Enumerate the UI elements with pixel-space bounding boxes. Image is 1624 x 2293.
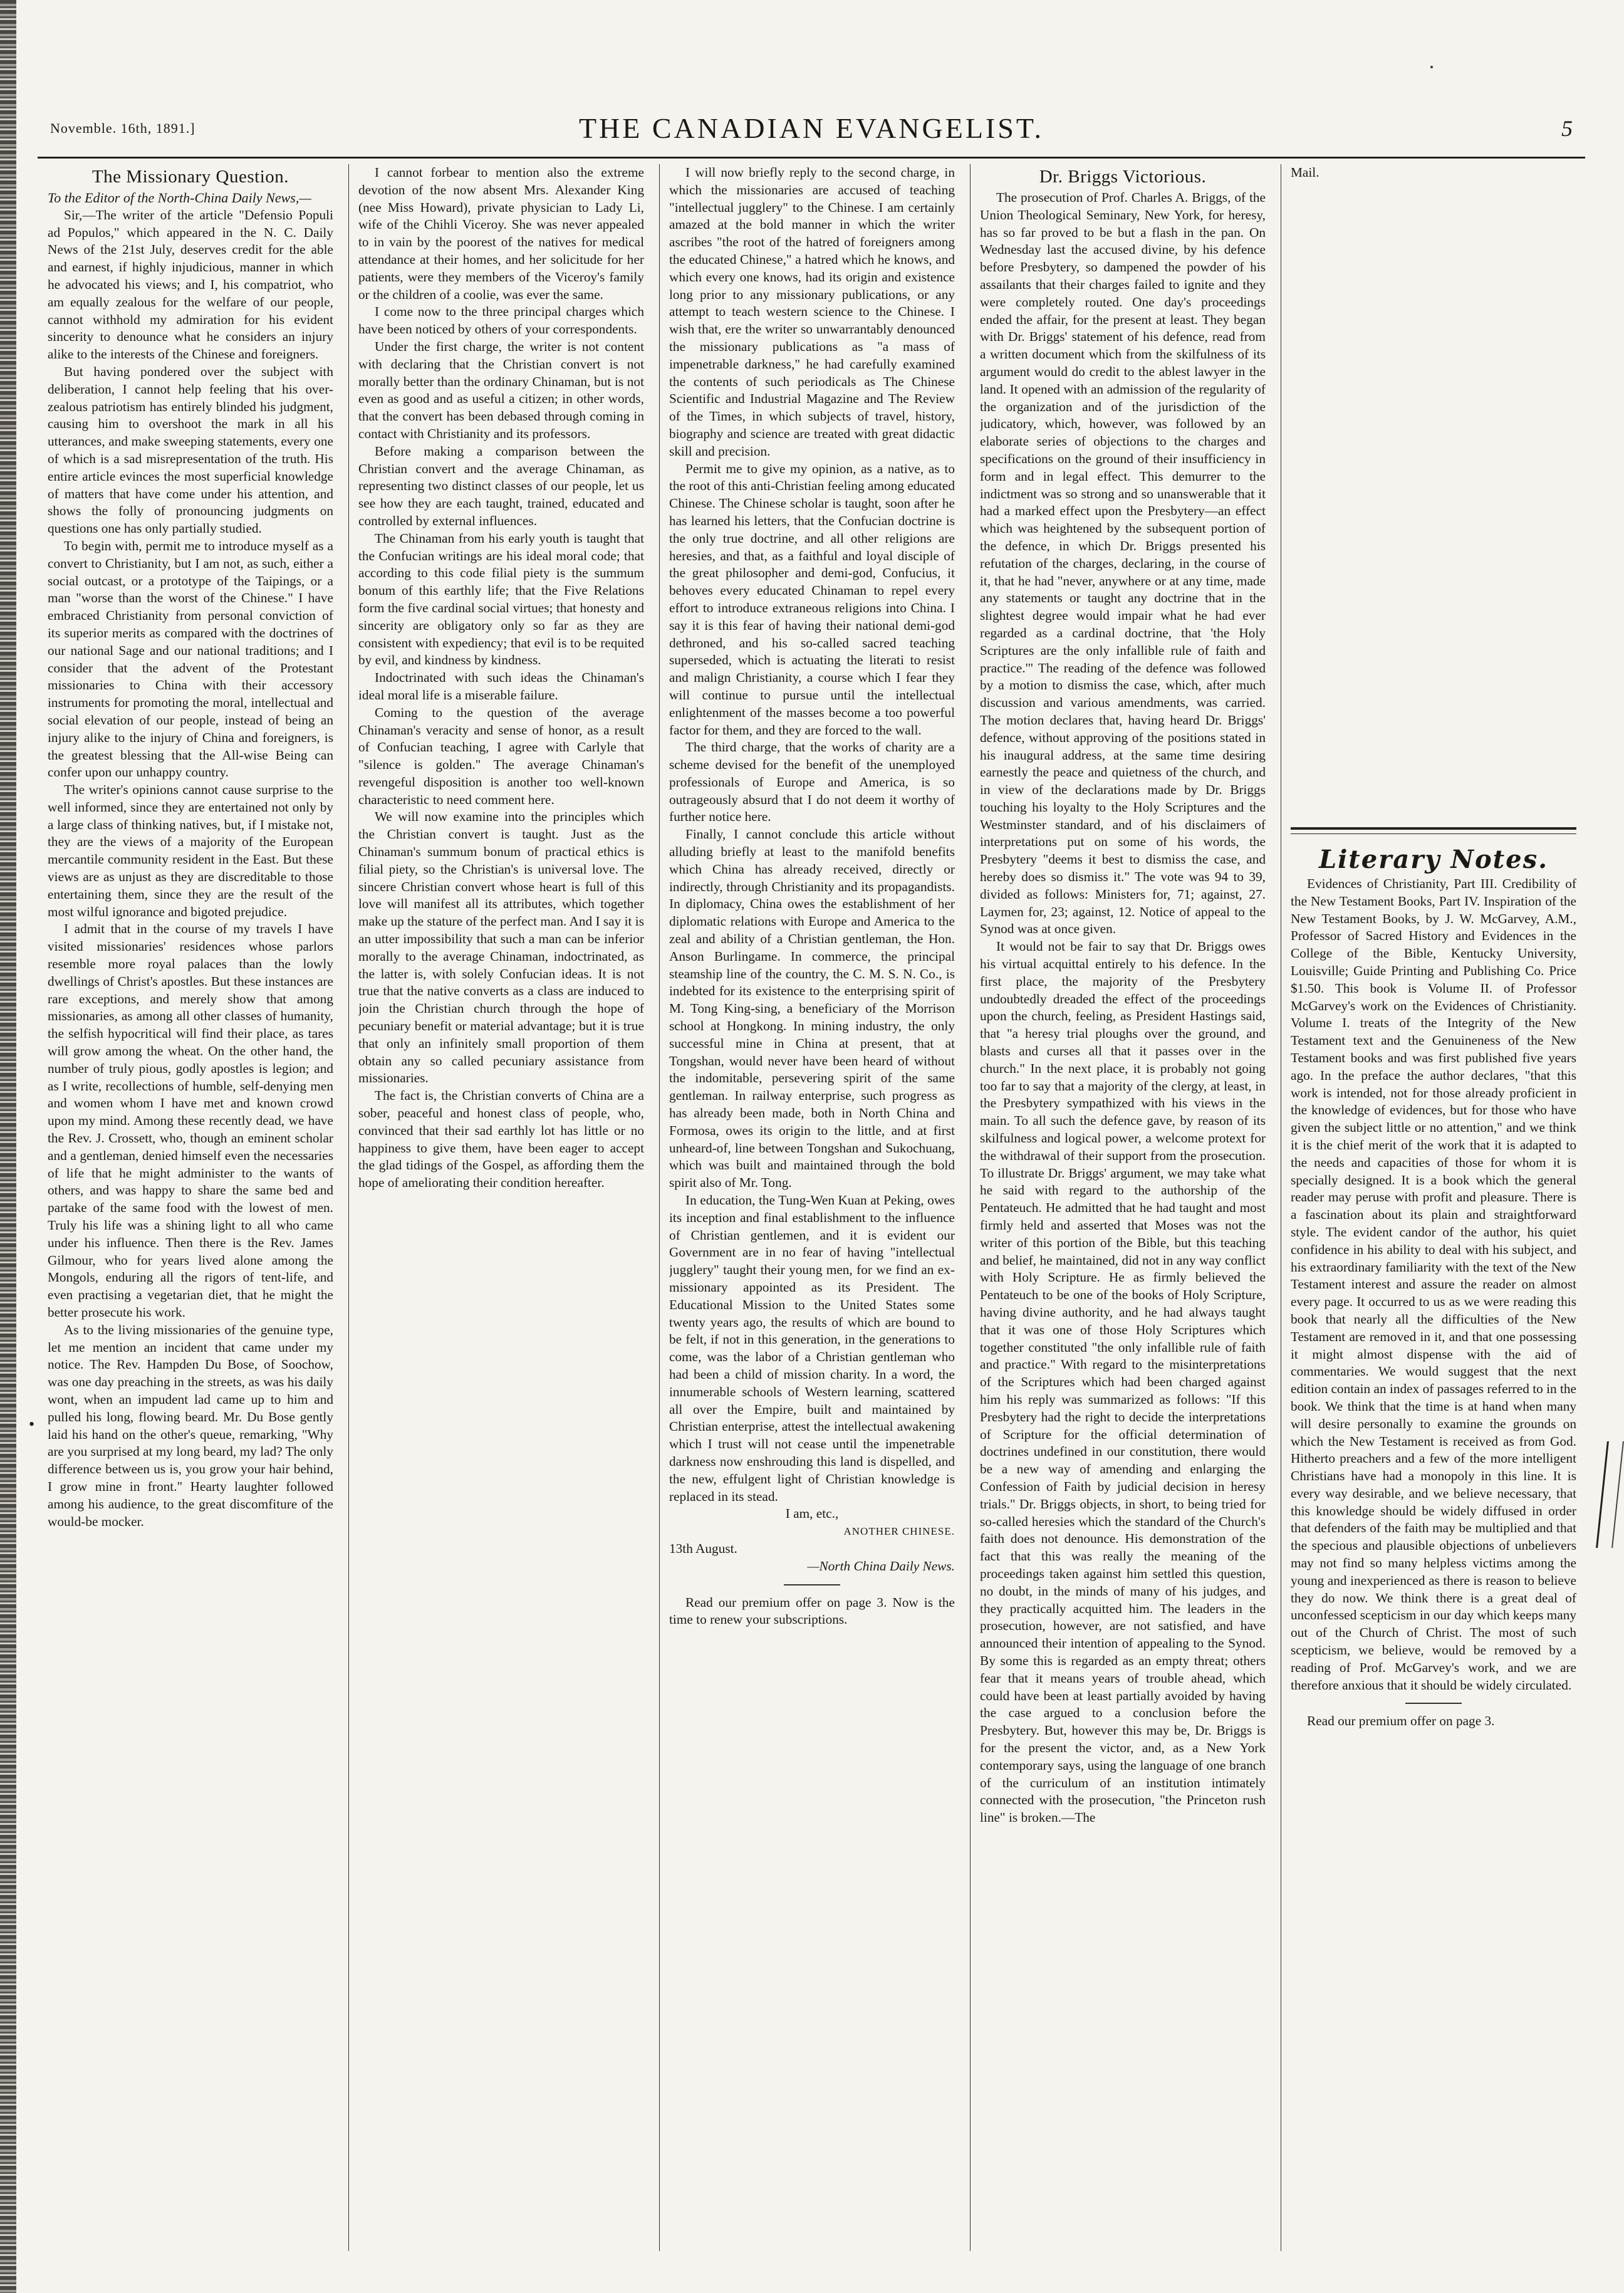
source-credit: —North China Daily News.	[807, 1558, 955, 1574]
pencil-mark	[1596, 1441, 1624, 1548]
column-rule	[348, 164, 349, 2251]
paragraph: We will now examine into the principles which the Christian convert is taught. Just as the Chinaman's summum bonum of practical ethics is filial piety, so the Christian's is universal love. The sincere Christian convert whose heart is full of this love will manifest all its attributes, which together make up the stature of the perfect man. And I say it is an utter impossibility that such a man can be inferior morally to the average Chinaman, indoctrinated, as the latter is, with solely Confucian ideas. It is not true that the native converts as a class are induced to join the Christian church through the hope of pecuniary benefit or material advantage; but it is true that only an infinitely small proportion of them obtain any so called pecuniary assistance from missionaries.	[358, 809, 644, 1086]
paragraph: The third charge, that the works of charity are a scheme devised for the benefit of the unemployed professionals of Europe and America, is so outrageously absurd that I do not deem it worthy of further notice here.	[669, 739, 955, 825]
newspaper-title: THE CANADIAN EVANGELIST.	[578, 112, 1044, 144]
letter-date: 13th August.	[669, 1540, 737, 1556]
paragraph: In education, the Tung-Wen Kuan at Peking, owes its inception and final establishment to the influence of Christian gentlemen, and it is evident our Government are in no fear of having "intellectual jugglery" taught their young men, for we find an ex-missionary appointed as its President. The Educational Mission to the United States some twenty years ago, the results of which are bound to be felt, if not in this generation, in the generations to come, was the labor of a Christian gentleman who had been a child of mission charity. In a word, the innumerable schools of Western learning, scattered all over the Empire, built and maintained by Christian enterprise, attest the intellectual awakening which I trust will not cease until the impenetrable darkness now enshrouding this land is dispelled, and the new, effulgent light of Christian knowledge is replaced in its stead.	[669, 1193, 955, 1504]
paragraph: But having pondered over the subject with deliberation, I cannot help feeling that his over-zealous patriotism has entirely blinded his judgment, causing him to overshoot the mark in all his utterances, and make sweeping statements, every one of which is a sad misrepresentation of the truth. His entire article evinces the most superficial knowledge of matters that have come under his attention, and shows the folly of pronouncing judgments on questions one has only partially studied.	[48, 363, 333, 536]
paragraph: It would not be fair to say that Dr. Briggs owes his virtual acquittal entirely to his defence. In the first place, the majority of the Presbytery undoubtedly dreaded the effect of the proceedings upon the church, feeling, as President Hastings said, that "a heresy trial ploughs over the ground, and blasts and curses all that it passes over in the church." In the next place, it is probably not going too far to say that a majority of the clergy, at least, in the Presbytery sympathized with his views in the main. To all such the defence gave, by reason of its skilfulness and logical power, a welcome protext for the withdrawal of their support from the prosecution. To illustrate Dr. Briggs' argument, we may take what he said with regard to the authorship of the Pentateuch. He admitted that he had taught and most firmly held and asserted that Moses was not the writer of this portion of the Bible, but this teaching and belief, he maintained, did not in any way conflict with Holy Scripture. He as firmly believed the Pentateuch to be one of the books of Holy Scripture, having divine authority, and he had always taught that it was one of those Holy Scriptures which together constituted "the only infallible rule of faith and practice." With regard to the misinterpretations of the Scriptures which had been charged against him his reply was summarized as follows: "If this Presbytery had the right to decide the interpretations of Scripture for the official determination of doctrines undefined in our constitution, there would be a new way of amending and enlarging the Confession of Faith by judicial decision in heresy trials." Dr. Briggs objects, in short, to being tried for so-called heresies which the standard of the Church's faith does not denounce. His demonstration of the fact that this was really the meaning of the proceedings taken against him settled this question, no doubt, in the minds of many of his judges, and they practically acquitted him. The leaders in the prosecution, however, are not satisfied, and have announced their intention of appealing to the Synod. By some this is regarded as an empty threat; others fear that it means years of trouble ahead, which could have been at least partially avoided by having the case argued to a conclusion before the Presbytery. But, however this may be, Dr. Briggs is for the present the victor, and, as a New York contemporary says, using the language of one branch of the curriculum of an institution intimately connected with the prosecution, "the Princeton rush line" is broken.—The	[980, 939, 1266, 1826]
briggs-headline: Dr. Briggs Victorious.	[1039, 167, 1207, 187]
briggs-continued	[1291, 164, 1576, 817]
closing-line: I am, etc.,	[785, 1506, 839, 1522]
paragraph: Before making a comparison between the Christian convert and the average Chinaman, as representing two distinct classes of our people, let us see how they are each taught, trained, educated and controlled by external influences.	[358, 443, 644, 528]
paragraph: Under the first charge, the writer is not content with declaring that the Christian convert is not morally better than the ordinary Chinaman, but is not even as good and as useful a citizen; in other words, that the convert has been debased through coming in contact with Christianity and its professors.	[358, 338, 644, 441]
page-header	[38, 107, 1585, 150]
divider	[1405, 1703, 1462, 1704]
paragraph: The prosecution of Prof. Charles A. Briggs, of the Union Theological Seminary, New York, for heresy, has so far proved to be but a flash in the pan. On Wednesday last the accused divine, by his defence before Presbytery, so dampened the powder of his assailants that their charges failed to ignite and they were completely routed. One day's proceedings ended the affair, for the present at least. They began with Dr. Briggs' statement of his defence, read from a written document which from the skilfulness of its argument would do credit to the ablest lawyer in the land. It opened with an admission of the regularity of the organization and of the jurisdiction of the judicatory, which, however, was followed by an elaborate series of objections to the charges and specifications on the ground of their insufficiency in form and in legal effect. This demurrer to the indictment was so strong and so unanswerable that it had a marked effect upon the Presbytery—an effect which was heightened by the subsequent portion of the defence, in which Dr. Briggs presented his refutation of the charges, declaring, in the course of it, that he had "never, anywhere or at any time, made any statements or taught any doctrine that in the slightest degree would impair what he had ever regarded as a cardinal doctrine, that 'the Holy Scriptures are the only infallible rule of faith and practice.'" The reading of the defence was followed by a motion to dismiss the case, which, after much discussion and various amendments, was carried. The motion declares that, having heard Dr. Briggs' defence, without approving of the positions stated in his inaugural address, at the same time desiring earnestly the peace and quietness of the church, and in view of the declarations made by Dr. Briggs touching his loyalty to the Holy Scriptures and the Westminster standard, and of his disclaimers of interpretations put on some of his words, the Presbytery "deems it best to dismiss the case, and hereby does so dismiss it." The vote was 94 to 39, divided as follows: Ministers for, 71; against, 27. Laymen for, 23; against, 12. Notice of appeal to the Synod was at once given.	[980, 190, 1266, 937]
paragraph: I cannot forbear to mention also the extreme devotion of the now absent Mrs. Alexander King (nee Miss Howard), private physician to Lady Li, wife of the Chihli Viceroy. She was never appealed to in vain by the poorest of the natives for medical attendance at their homes, and her solicitude for her patients, were they members of the Viceroy's family or the children of a coolie, was ever the same.	[358, 165, 644, 302]
paragraph: As to the living missionaries of the genuine type, let me mention an incident that came under my notice. The Rev. Hampden Du Bose, of Soochow, was one day preaching in the streets, as was his daily wont, when an impudent lad came up to him and pulled his long, flowing beard. Mr. Du Bose gently laid his hand on the other's queue, remarking, "Why are you surprised at my long beard, my lad? The only difference between us is, you grow your hair behind, I grow mine in front." Hearty laughter followed among his audience, to the great discomfiture of the would-be mocker.	[48, 1322, 333, 1529]
paragraph: Coming to the question of the average Chinaman's veracity and sense of honor, as a result of Confucian teaching, I agree with Carlyle that "silence is golden." The average Chinaman's revengeful disposition is another too well-known characteristic to need comment here.	[358, 704, 644, 807]
literary-headline: Literary Notes.	[1318, 845, 1549, 874]
issue-date: Novemble. 16th, 1891.]	[50, 120, 195, 136]
missionary-headline: The Missionary Question.	[91, 167, 289, 187]
ink-speck	[1430, 66, 1433, 68]
column-rule	[970, 164, 971, 2251]
column-1	[48, 164, 333, 2251]
column-rule	[659, 164, 660, 2251]
divider	[784, 1584, 840, 1585]
column-2	[358, 164, 644, 2251]
section-rule	[1291, 833, 1576, 834]
section-rule	[1291, 827, 1576, 830]
premium-note: Read our premium offer on page 3.	[1307, 1713, 1495, 1729]
signature: ANOTHER CHINESE.	[843, 1525, 955, 1538]
column-5	[1291, 164, 1576, 2251]
paragraph: I will now briefly reply to the second charge, in which the missionaries are accused of teaching "intellectual jugglery" to the Chinese. I am certainly amazed at the bold manner in which the writer ascribes "the root of the hatred of foreigners among the educated Chinese," a hatred which he knows, and which every one knows, had its origin and existence long prior to any missionary publications, or any attempt to teach western science to the Chinese. I wish that, ere the writer so unwarrantably denounced the missionary publications as "a mass of impenetrable darkness," he had carefully examined the contents of such periodicals as The Chinese Scientific and Industrial Magazine and The Review of the Times, in which subjects of travel, history, biography and science are treated with great didactic skill and precision.	[669, 165, 955, 459]
margin-mark: •	[29, 1415, 35, 1433]
paragraph: I admit that in the course of my travels I have visited missionaries' residences whose parlors resemble more royal palaces than the lowly dwellings of Christ's apostles. But these instances are rare exceptions, and merely show that among missionaries, as among all other classes of humanity, the selfish hypocritical will find their place, as tares will grow among the wheat. On the other hand, the number of truly pious, godly apostles is legion; and as I write, recollections of humble, self-denying men and women whom I have met and known crowd upon my mind. Among these recently dead, we have the Rev. J. Crossett, who, though an eminent scholar and a gentleman, denied himself even the necessaries of life that he might administer to the wants of others, and was happy to share the same bed and partake of the same food with the lowest of men. Truly his life was a shining light to all who came under his influence. Then there is the Rev. James Gilmour, who for years lived alone among the Mongols, enduring all the rigors of tent-life, and even practising a vegetarian diet, that he might the better prosecute his work.	[48, 921, 333, 1320]
paragraph: Evidences of Christianity, Part III. Credibility of the New Testament Books, Part IV. Inspiration of the New Testament Books, by J. W. McGarvey, A.M., Professor of Sacred History and Evidences in the College of the Bible, Kentucky University, Louisville; Guide Printing and Publishing Co. Price $1.50. This book is Volume II. of Professor McGarvey's work on the Evidences of Christianity. Volume I. treats of the Integrity of the New Testament text and the Genuineness of the New Testament books and was first published five years ago. In the preface the author declares, "that this work is intended, not for those already proficient in the knowledge of evidences, but for those who have given the subject little or no attention," and we think it is the chief merit of the work that it is adapted to the needs and capacities of those for whom it is specially designed. It is a book which the general reader may peruse with profit and pleasure. There is a fascination about its plain and straightforward style. The evident candor of the author, his quiet confidence in his ability to deal with his subject, and his extraordinary familiarity with the text of the New Testament interest and assure the reader on almost every page. It occurred to us as we were reading this book that nearly all the difficulties of the New Testament are removed in it, and that one possessing it might almost dispense with the aid of commentaries. We would suggest that the next edition contain an index of passages referred to in the book. We think that the time is at hand when many will desire personally to examine the grounds on which the New Testament is received as from God. Hitherto preachers and a few of the more intelligent Christians have had a monopoly in this line. It is every way desirable, and we believe necessary, that this knowledge should be widely diffused in order that defenders of the faith may be multiplied and that the specious and plausible objections of unbelievers may not find so many helpless victims among the young and inexperienced as there is reason to believe they do now. We think there is a great deal of unconfessed scepticism in our day which keeps many out of the Church of Christ. The most of such scepticism, we believe, would be removed by a reading of Prof. McGarvey's work, and we are therefore anxious that it should be widely circulated.	[1291, 876, 1576, 1693]
paragraph: The Chinaman from his early youth is taught that the Confucian writings are his ideal moral code; that according to this code filial piety is the summum bonum of this earthly life; that the Five Relations form the five cardinal social virtues; that honesty and sincerity are obligatory only so far as they are consistent with expediency; that evil is to be requited by evil, and kindness by kindness.	[358, 530, 644, 668]
premium-note: Read our premium offer on page 3. Now is the time to renew your subscriptions.	[669, 1594, 955, 1627]
column-4	[980, 164, 1266, 2251]
paragraph: Indoctrinated with such ideas the Chinaman's ideal moral life is a miserable failure.	[358, 670, 644, 703]
paragraph: Sir,—The writer of the article "Defensio Populi ad Populos," which appeared in the N. C. Daily News of the 21st July, deserves credit for the able and earnest, if highly injudicious, manner in which he advocated his views; and I, his compatriot, who am equally zealous for the welfare of our people, cannot withhold my admiration for his evident sincerity to denounce what he considers an injury alike to the interests of the Chinese and foreigners.	[48, 207, 333, 362]
paragraph: Permit me to give my opinion, as a native, as to the root of this anti-Christian feeling among educated Chinese. The Chinese scholar is taught, soon after he has learned his letters, that the Confucian doctrine is the only true doctrine, and all other religions are heresies, and that, as a faithful and loyal disciple of the great philosopher and demi-god, Confucius, it behoves every educated Chinaman to repel every effort to introduce extraneous religions into China. I say it is this fear of having their national demi-god dethroned, and his so-called sacred teaching superseded, which is actuating the literati to resist and malign Christianity, a course which I fear they will continue to pursue until the intellectual enlightenment of the masses become a too powerful factor for them, and they are forced to the wall.	[669, 461, 955, 738]
paragraph: To begin with, permit me to introduce myself as a convert to Christianity, but I am not, as such, either a social outcast, or a prototype of the Taipings, or a man "worse than the worst of the Chinese." I have embraced Christianity from personal conviction of its superior merits as compared with the doctrines of our national Sage and our national traditions; and I consider that the advent of the Protestant missionaries to China with their accessory instruments for promoting the moral, intellectual and social elevation of our people, instead of being an injury alike to the injury of China and foreigners, is the greatest blessing that the All-wise Being can confer upon our unhappy country.	[48, 538, 333, 780]
binding-edge	[0, 0, 16, 2293]
column-3	[669, 164, 955, 2251]
briggs-continued-text: Mail.	[1291, 165, 1320, 180]
header-rule	[38, 157, 1585, 159]
paragraph: The writer's opinions cannot cause surprise to the well informed, since they are entertained not only by a large class of thinking natives, but, if I mistake not, they are the views of a majority of the European mercantile community resident in the East. But these views are as unjust as they are discreditable to those entertaining them, since they are the result of the most wilful ignorance and bigoted prejudice.	[48, 782, 333, 919]
to-editor-line: To the Editor of the North-China Daily News,—	[48, 190, 311, 206]
paragraph: I come now to the three principal charges which have been noticed by others of your correspondents.	[358, 304, 644, 337]
paragraph: The fact is, the Christian converts of China are a sober, peaceful and honest class of people, who, convinced that their sad earthly lot has little or no happiness to give them, have been eager to accept the glad tidings of the Gospel, as affording them the hope of ameliorating their condition hereafter.	[358, 1088, 644, 1191]
page-number: 5	[1561, 116, 1573, 141]
paragraph: Finally, I cannot conclude this article without alluding briefly at least to the manifold benefits which China has already received, directly or indirectly, through Christianity and its propagandists. In diplomacy, China owes the establishment of her diplomatic relations with Europe and America to the zeal and ability of a Christian gentleman, the Hon. Anson Burlingame. In commerce, the principal steamship line of the country, the C. M. S. N. Co., is indebted for its existence to the enterprising spirit of M. Tong King-sing, a beneficiary of the Morrison school at Hongkong. In mining industry, the only successful mine in China at present, that at Tongshan, would never have been heard of without the indomitable, persevering spirit of the same gentleman. In railway enterprise, such progress as has already been made, both in North China and Formosa, owes its origin to the little, and at first unheard-of, line between Tongshan and Sukochuang, which was built and maintained through the bold spirit also of Mr. Tong.	[669, 827, 955, 1191]
